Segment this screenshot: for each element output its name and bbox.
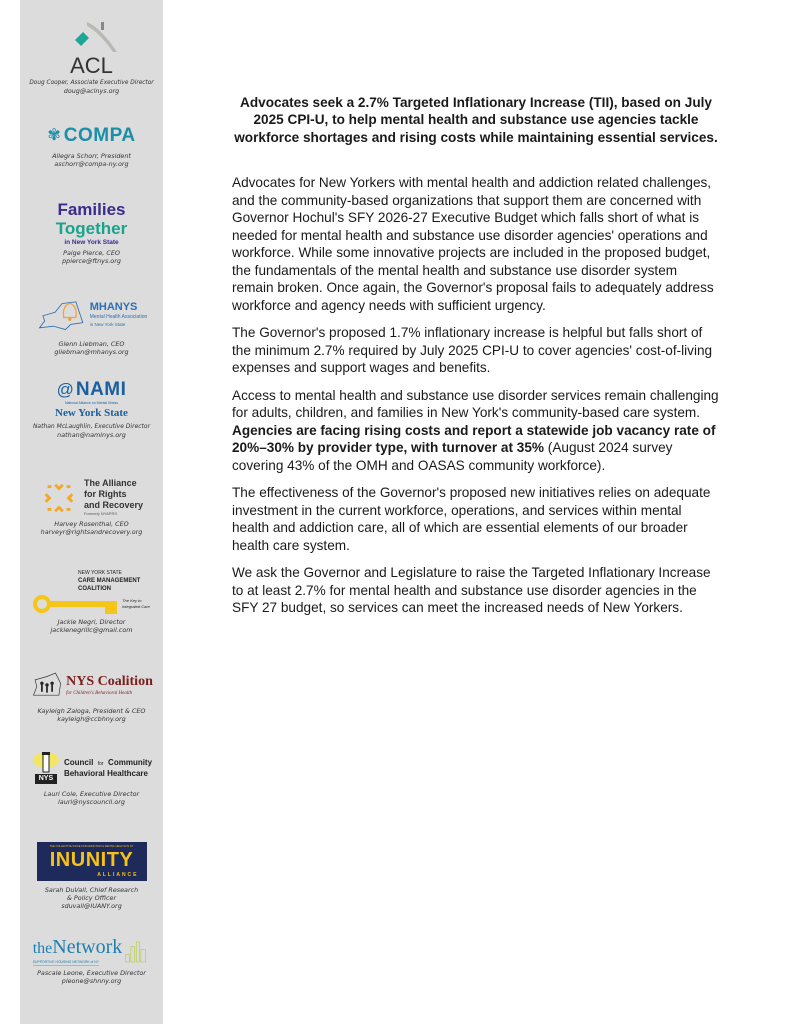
mhanys-logo-text: MHANYS [89,300,138,313]
mhanys-logo-sub2: in New York State [89,321,126,327]
org-nami [20,380,163,439]
contact-name: Paige Pierce, CEO [63,249,120,257]
contact-name: Allegra Schorr, President [52,152,131,160]
bell-icon [63,304,76,318]
acl-logo-text: ACL [70,53,113,78]
contact-email[interactable]: kayleigh@ccbhny.org [57,715,126,723]
families-logo-text: Families [57,200,126,219]
contact-email[interactable]: jackienegrillc@gmail.com [50,626,133,634]
contact-name: Nathan McLaughlin, Executive Director [32,423,151,430]
contact-name: Pascale Leone, Executive Director [37,969,146,977]
org-mhanys [20,294,163,356]
paragraph-inflationary-increase: The Governor's proposed 1.7% inflationary increase is helpful but falls short of the minimum 2.7% required by July 2025 CPI-U to cover agencies' cost-of-living expenses and support wages and benefits. [232,325,713,376]
nami-logo-sub: National Alliance on Mental Illness [64,401,119,405]
paragraph-access [232,387,720,475]
contact-name: Harvey Rosenthal, CEO [54,520,129,528]
sidebar-logo-column [20,0,163,1024]
family-state-outline-icon [30,668,64,702]
cmc-logo-line1: NEW YORK STATE [78,570,122,576]
access-text: Access to mental health and substance use disorder services remain challenging for adults, children, and families in New York's community-based care system. [232,387,719,421]
contact-email[interactable]: ppierce@ftnys.org [62,257,121,265]
contact-email[interactable]: aschorr@compa-ny.org [54,160,129,168]
contact-email[interactable]: harveyr@rightsandrecovery.org [40,528,143,536]
nysc-logo-text: NYS Coalition [66,673,153,689]
vacancy-highlight: Agencies are facing rising costs and report a statewide job vacancy rate of 20%–30% by provider type, with turnover at 35% [232,422,716,456]
cmc-logo-line3: COALITION [78,586,111,592]
network-logo-text: Network [52,936,123,958]
inunity-logo-box [37,842,147,881]
alliance-logo-line2: for Rights [83,489,127,499]
contact-email[interactable]: gliebman@mhanys.org [54,348,129,356]
org-alliance-rights-recovery [20,478,163,536]
together-logo-text: Together [55,219,128,238]
org-nys-coalition-childrens [20,668,163,723]
nys-council-badge: NYS [35,774,57,784]
contact-email[interactable]: doug@aclnys.org [63,87,120,95]
org-compa [20,126,163,168]
paragraph-ask: We ask the Governor and Legislature to raise the Targeted Inflationary Increase to at least 2.7% for mental health and substance use disorder agencies in the SFY 27 budget, so services can meet the increased needs of New Yorkers. [232,565,711,616]
contact-name: Lauri Cole, Executive Director [43,790,140,798]
alliance-burst-icon [40,479,78,517]
network-the-word: the [32,940,53,957]
contact-title-line2: & Policy Officer [66,894,117,902]
nami-swirl-icon: @ [56,380,74,399]
council-logo-sub: Behavioral Healthcare [63,768,148,778]
community-word: Community [108,757,153,767]
new-york-state-outline-icon [36,294,88,334]
compa-logo-text: COMPA [63,125,136,146]
paragraph-intro: Advocates for New Yorkers with mental health and addiction related challenges, and the community-based organizations that support them are concerned with Governor Hochul's SFY 2026-27 Executive Budget which falls short of what is needed for mental health and substance use disorder agencies' operations and workforce. While some innovative projects are included in the proposed budget, the fundamentals of the mental health and substance use disorder system remain broken. Once again, the Governor's proposal fails to adequately address workforce and agency needs with sufficient urgency. [232,175,714,313]
cmc-logo-sub: The Key to [122,598,142,603]
for-word: for [97,760,104,767]
council-word: Council [63,757,94,767]
families-logo-sub: in New York State [64,239,119,246]
alliance-logo-line3: and Recovery [83,500,144,510]
cmc-logo-sub2: Integrated Care [122,604,150,609]
paragraph-effectiveness: The effectiveness of the Governor's proposed new initiatives relies on adequate investment in the current workforce, operations, and services within mental health and addiction care, all of which are essential elements of our broader health care system. [232,485,711,553]
headline: Advocates seek a 2.7% Targeted Inflationary Increase (TII), based on July 2025 CPI-U, to help mental health and substance use agencies tackle workforce shortages and rising costs while maintaining essential services. [234,95,718,145]
org-care-management-coalition [20,570,163,634]
nysc-logo-sub: for Children's Behavioral Health [66,690,133,696]
city-skyline-icon [124,938,150,966]
org-acl [20,18,163,95]
key-icon [33,594,119,614]
nami-logo-sub2: New York State [55,407,128,419]
contact-email[interactable]: nathan@naminys.org [57,431,126,439]
org-supportive-housing-network [20,936,163,985]
contact-email[interactable]: pleone@shnny.org [61,977,122,985]
compa-molecule-icon: ✾ [47,127,61,144]
org-families-together [20,200,163,265]
contact-email[interactable]: sduvall@IUANY.org [61,902,122,910]
lighthouse-icon [31,750,61,774]
contact-name: Sarah DuVall, Chief Research [44,886,139,894]
alliance-logo-sub: Formerly NYAPRS [83,511,118,516]
inunity-logo-top: THE COLLECTIVE VOICE FOR ADDICTION & MENTAL HEALTH IN NY [49,845,134,848]
alliance-logo-line1: The Alliance [83,478,137,488]
nami-logo-text: NAMI [75,379,127,400]
contact-name: Glenn Liebman, CEO [58,340,125,348]
contact-email[interactable]: lauri@nyscouncil.org [58,798,125,806]
org-nys-council [20,750,163,806]
inunity-logo-text: INUNITY [49,849,134,871]
cmc-logo-line2: CARE MANAGEMENT [78,578,141,584]
contact-name: Jackie Negri, Director [57,618,126,626]
survey-note: (August 2024 survey covering 43% of the OMH and OASAS community workforce). [232,440,673,473]
main-content [232,94,720,627]
mhanys-logo-sub: Mental Health Association [89,313,148,320]
contact-name: Kayleigh Zaloga, President & CEO [37,707,146,715]
inunity-logo-sub: ALLIANCE [97,872,139,878]
network-logo-sub: SUPPORTIVE HOUSING NETWORK of NY [32,960,99,964]
acl-roof-icon [57,18,127,54]
contact-name: Doug Cooper, Associate Executive Director [29,80,154,86]
org-inunity-alliance [20,842,163,910]
